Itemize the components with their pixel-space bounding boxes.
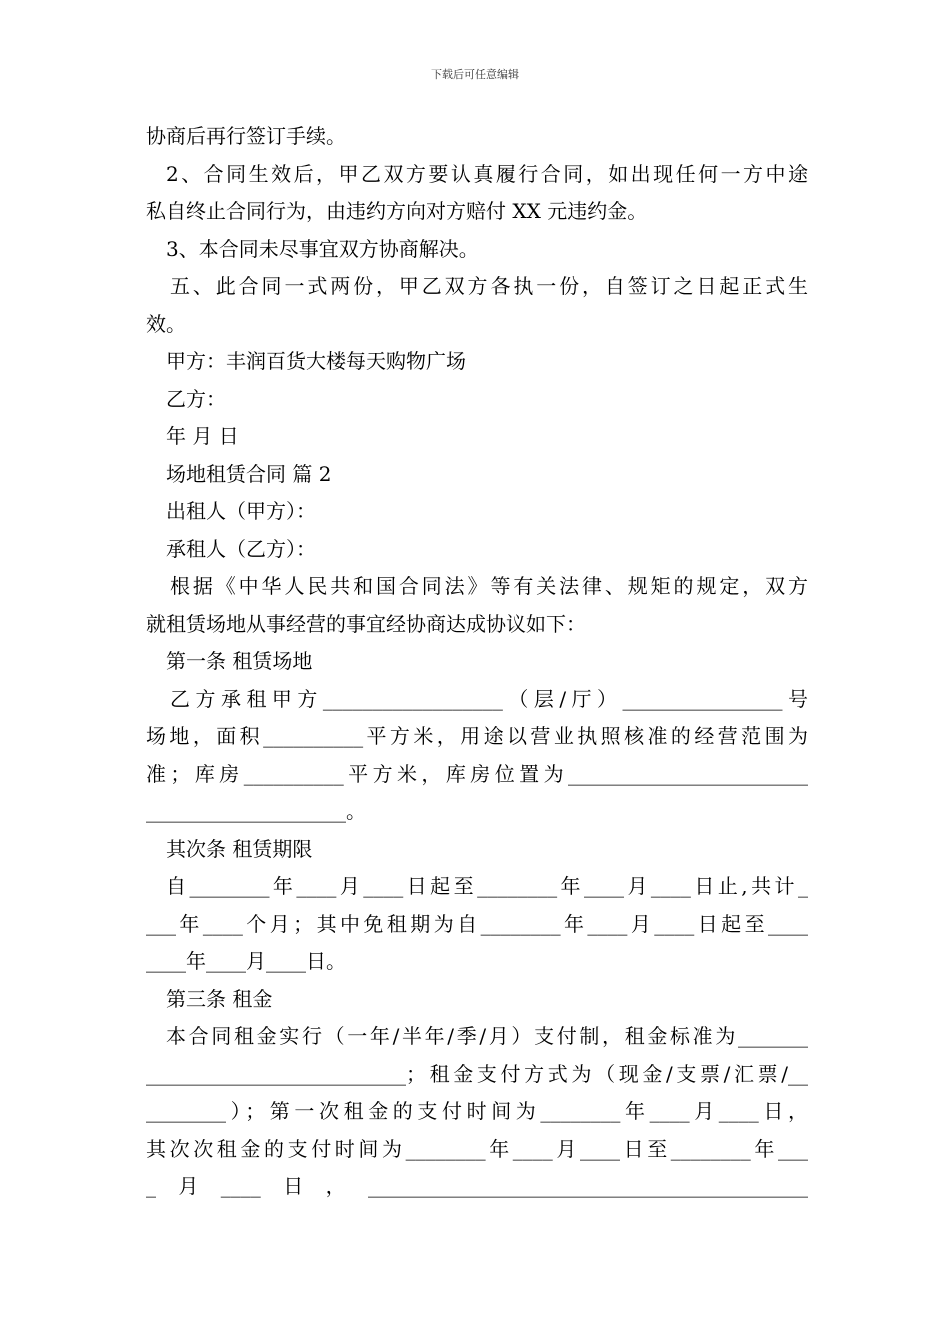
document-line xyxy=(146,793,808,831)
document-line xyxy=(146,943,808,981)
line-text: 第三条 租金 xyxy=(166,986,273,1011)
line-text: 就租赁场地从事经营的事宜经协商达成协议如下： xyxy=(146,611,586,636)
line-text: __________________________；租金支付方式为（现金/支票/汇票/__ xyxy=(146,1061,808,1086)
page-header: 下载后可任意编辑 xyxy=(431,68,519,81)
document-line xyxy=(146,981,808,1019)
document-line xyxy=(146,118,808,156)
line-text: 甲方：丰润百货大楼每天购物广场 xyxy=(166,349,466,373)
line-text: 第一条 租赁场地 xyxy=(166,649,313,673)
line-text: 准；库房__________平方米，库房位置为________________________ xyxy=(146,761,808,786)
line-text: ____年____月____日。 xyxy=(146,949,346,973)
line-text: 自________年____月____日起至________年____月____日止,共计_ xyxy=(166,874,808,898)
document-line xyxy=(146,531,808,569)
line-text: 年 月 日 xyxy=(166,424,239,448)
document-line xyxy=(146,1131,808,1169)
document-line xyxy=(146,268,808,306)
document-line xyxy=(146,1018,808,1056)
line-text: 场地，面积__________平方米，用途以营业执照核准的经营范围为 xyxy=(146,724,808,748)
line-text: 协商后再行签订手续。 xyxy=(146,124,346,148)
document-body xyxy=(146,118,808,1206)
document-line xyxy=(146,681,808,719)
line-text: 乙方： xyxy=(166,386,226,411)
line-text: 效。 xyxy=(146,311,186,336)
line-text: 根据《中华人民共和国合同法》等有关法律、规矩的规定，双方 xyxy=(170,574,808,598)
line-text: 场地租赁合同 篇 2 xyxy=(166,461,332,486)
document-line xyxy=(146,1093,808,1131)
line-text: ____________________。 xyxy=(146,799,366,823)
document-line xyxy=(146,193,808,231)
document-line xyxy=(146,231,808,269)
line-text: 出租人（甲方）： xyxy=(166,499,316,523)
document-line xyxy=(146,868,808,906)
document-line xyxy=(146,606,808,644)
document-line xyxy=(146,643,808,681)
line-text: 五、此合同一式两份，甲乙双方各执一份，自签订之日起正式生 xyxy=(170,274,808,298)
document-line xyxy=(146,381,808,419)
document-line xyxy=(146,418,808,456)
document-line xyxy=(146,1168,808,1206)
document-line xyxy=(146,456,808,494)
document-line xyxy=(146,1056,808,1094)
document-line xyxy=(146,831,808,869)
document-line xyxy=(146,343,808,381)
line-text: 其次条 租赁期限 xyxy=(166,836,313,861)
line-text: 2、合同生效后，甲乙双方要认真履行合同，如出现任何一方中途 xyxy=(166,161,808,186)
document-line xyxy=(146,156,808,194)
line-text: 承租人（乙方）： xyxy=(166,536,316,561)
document-line xyxy=(146,718,808,756)
line-text: 其次次租金的支付时间为________年____月____日至________年___ xyxy=(146,1136,808,1161)
document-line xyxy=(146,493,808,531)
document-line xyxy=(146,756,808,794)
line-text: _月____日，____________________________________________ xyxy=(146,1174,808,1198)
document-line xyxy=(146,306,808,344)
line-text: ___年____个月；其中免租期为自________年____月____日起至____ xyxy=(146,911,808,936)
line-text: ________）；第一次租金的支付时间为________年____月____日， xyxy=(146,1099,808,1123)
line-text: 私自终止合同行为，由违约方向对方赔付 XX 元违约金。 xyxy=(146,199,648,223)
document-line xyxy=(146,906,808,944)
line-text: 乙方承租甲方__________________（层/厅）________________号 xyxy=(170,686,808,711)
line-text: 本合同租金实行（一年/半年/季/月）支付制，租金标准为_______ xyxy=(166,1024,808,1048)
line-text: 3、本合同未尽事宜双方协商解决。 xyxy=(166,236,479,261)
document-line xyxy=(146,568,808,606)
